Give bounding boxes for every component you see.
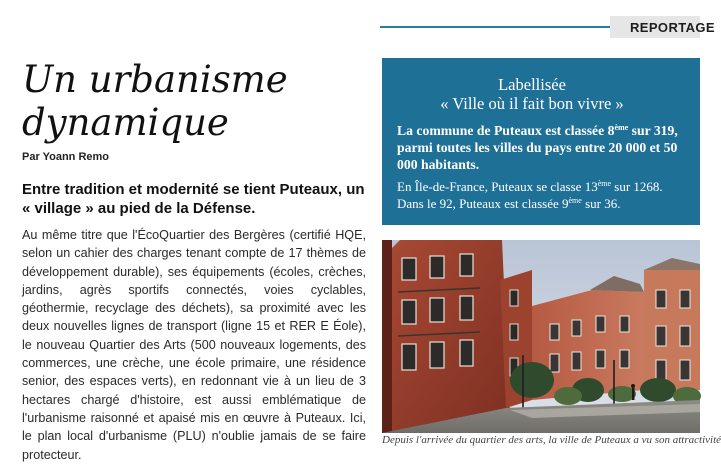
section-label-text: REPORTAGE (630, 20, 715, 35)
photo-caption: Depuis l'arrivée du quartier des arts, la ville de Puteaux a vu son attractivité (382, 434, 721, 446)
ranking-text-a: La commune de Puteaux est classée 8 (397, 123, 615, 138)
info-box-title-line2: « Ville où il fait bon vivre » (440, 94, 624, 113)
info-box-ranking (397, 122, 687, 173)
note-92-sup: ème (568, 196, 582, 205)
info-box (382, 58, 700, 225)
note-92-a: Dans le 92, Puteaux est classée 9 (397, 196, 569, 211)
note-idf-b: sur 1268. (611, 179, 663, 194)
info-box-notes (397, 178, 687, 212)
byline: Par Yoann Remo (22, 151, 110, 163)
street-photo (382, 240, 700, 433)
note-92-b: sur 36. (581, 196, 621, 211)
info-box-title (382, 75, 682, 113)
info-box-title-line1: Labellisée (498, 75, 566, 94)
note-idf-a: En Île-de-France, Puteaux se classe 13 (397, 179, 598, 194)
article-title: Un urbanisme dynamique (22, 58, 288, 144)
body-paragraph: Au même titre que l'ÉcoQuartier des Bergères (certifié HQE, selon un cahier des charges tenant compte de 17 thèmes de développement durable), ses équipements (écoles, crèches, jardins, agrès sportifs connectés, voies cyclables, géothermie, recyclage des déchets), sa proximité avec les deux nouvelles lignes de transport (ligne 15 et RER E Éole), le nouveau Quartier des Arts (500 nouveaux logements, des commerces, une crèche, une école primaire, une résidence senior, des espaces verts), en redonnant vie à un lieu de 3 hectares chargé d'histoire, est aussi emblématique de l'urbanisme raisonné et apaisé mis en œuvre à Puteaux. Ici, le plan local d'urbanisme (PLU) n'oublie jamais de se faire protecteur. (22, 228, 366, 462)
note-idf-sup: ème (597, 179, 612, 188)
note-idf (397, 178, 687, 195)
ranking-text-b: sur 319, parmi toutes les villes du pays entre 20 000 et 50 000 habitants. (397, 123, 678, 172)
section-label (610, 16, 715, 38)
ranking-sup: ème (614, 123, 629, 132)
lead-paragraph: Entre tradition et modernité se tient Puteaux, un « village » au pied de la Défense. (22, 181, 365, 217)
note-92 (397, 195, 687, 212)
